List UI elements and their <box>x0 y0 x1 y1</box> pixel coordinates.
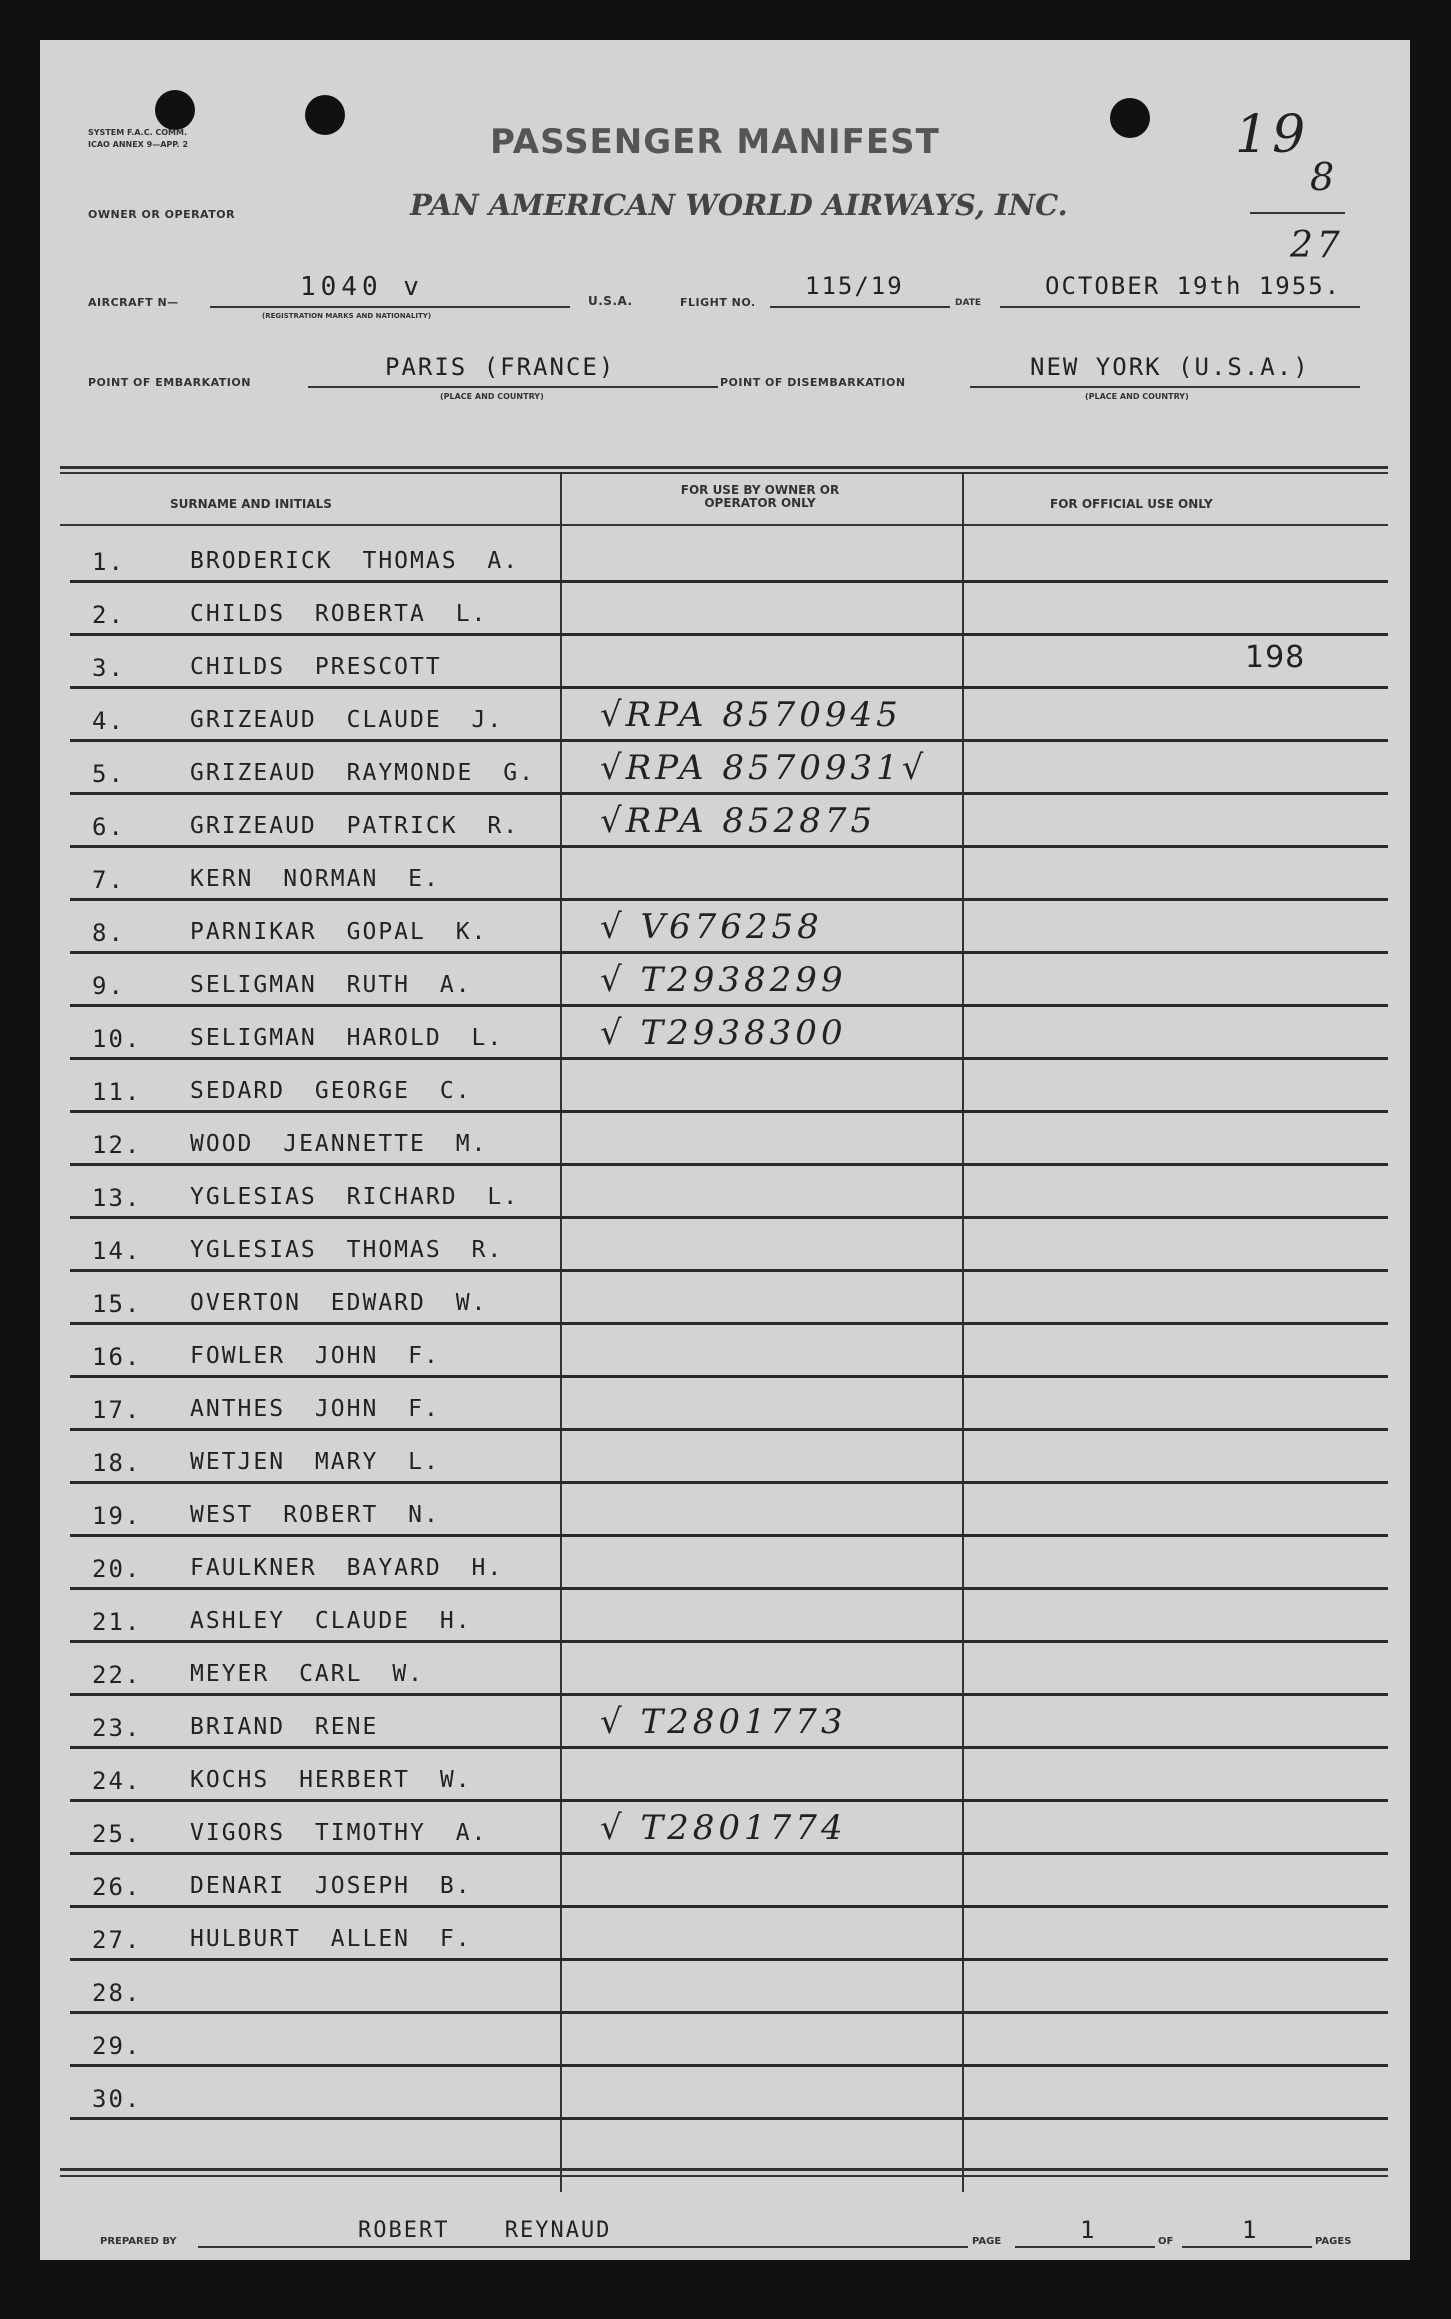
col-header-owner: FOR USE BY OWNER OR OPERATOR ONLY <box>680 483 840 510</box>
passenger-name: KOCHS HERBERT W. <box>190 1767 472 1793</box>
row-number: 29. <box>92 2032 142 2060</box>
registration-caption: (REGISTRATION MARKS AND NATIONALITY) <box>262 312 432 320</box>
row-rule <box>70 951 1388 954</box>
passport-note: √ V676258 <box>600 907 823 947</box>
row-rule <box>70 1905 1388 1908</box>
passenger-name: FAULKNER BAYARD H. <box>190 1555 504 1581</box>
row-number: 28. <box>92 1979 142 2007</box>
row-rule <box>70 1799 1388 1802</box>
of-value: 1 <box>1242 2216 1259 2244</box>
punch-hole <box>155 90 195 130</box>
pages-label: PAGES <box>1315 2236 1352 2247</box>
passenger-name: WOOD JEANNETTE M. <box>190 1131 488 1157</box>
disembark-label: POINT OF DISEMBARKATION <box>720 376 906 389</box>
row-number: 19. <box>92 1502 142 1530</box>
row-number: 1. <box>92 548 125 576</box>
flight-label: FLIGHT NO. <box>680 296 756 309</box>
row-number: 15. <box>92 1290 142 1318</box>
row-rule <box>70 633 1388 636</box>
official-note: 198 <box>1245 640 1306 675</box>
passenger-name: SEDARD GEORGE C. <box>190 1078 472 1104</box>
row-rule <box>70 1534 1388 1537</box>
date-value: OCTOBER 19th 1955. <box>1045 272 1342 300</box>
row-rule <box>70 1322 1388 1325</box>
page-label: PAGE <box>972 2236 1002 2247</box>
row-rule <box>70 1110 1388 1113</box>
passport-note: √RPA 852875 <box>600 801 877 841</box>
passenger-name: CHILDS ROBERTA L. <box>190 601 488 627</box>
row-number: 8. <box>92 919 125 947</box>
row-number: 17. <box>92 1396 142 1424</box>
passenger-name: GRIZEAUD PATRICK R. <box>190 813 520 839</box>
passenger-name: ASHLEY CLAUDE H. <box>190 1608 472 1634</box>
row-number: 4. <box>92 707 125 735</box>
passenger-name: WETJEN MARY L. <box>190 1449 440 1475</box>
passport-note: √ T2801774 <box>600 1808 847 1848</box>
passenger-name: FOWLER JOHN F. <box>190 1343 440 1369</box>
row-rule <box>70 1216 1388 1219</box>
prepared-label: PREPARED BY <box>100 2236 177 2247</box>
row-rule <box>70 1852 1388 1855</box>
row-number: 22. <box>92 1661 142 1689</box>
row-rule <box>70 792 1388 795</box>
manifest-page <box>40 40 1410 2260</box>
of-label: OF <box>1158 2236 1174 2247</box>
row-rule <box>70 1481 1388 1484</box>
passport-note: √RPA 8570931√ <box>600 748 928 788</box>
row-number: 13. <box>92 1184 142 1212</box>
row-rule <box>70 1746 1388 1749</box>
row-rule <box>70 845 1388 848</box>
row-rule <box>70 1375 1388 1378</box>
passenger-name: HULBURT ALLEN F. <box>190 1926 472 1952</box>
row-number: 14. <box>92 1237 142 1265</box>
row-number: 21. <box>92 1608 142 1636</box>
corner-note: 8 <box>1310 155 1339 199</box>
row-rule <box>70 739 1388 742</box>
row-number: 5. <box>92 760 125 788</box>
row-rule <box>70 580 1388 583</box>
prepared-value: ROBERT REYNAUD <box>358 2218 612 2243</box>
row-number: 30. <box>92 2085 142 2113</box>
row-rule <box>70 2064 1388 2067</box>
usa-label: U.S.A. <box>588 294 633 308</box>
passenger-name: YGLESIAS RICHARD L. <box>190 1184 520 1210</box>
row-number: 11. <box>92 1078 142 1106</box>
passenger-name: KERN NORMAN E. <box>190 866 440 892</box>
passenger-name: GRIZEAUD CLAUDE J. <box>190 707 504 733</box>
row-number: 16. <box>92 1343 142 1371</box>
passenger-name: PARNIKAR GOPAL K. <box>190 919 488 945</box>
page-title: PASSENGER MANIFEST <box>490 122 940 162</box>
row-rule <box>70 898 1388 901</box>
passenger-name: SELIGMAN RUTH A. <box>190 972 472 998</box>
row-number: 25. <box>92 1820 142 1848</box>
passenger-name: MEYER CARL W. <box>190 1661 425 1687</box>
passport-note: √RPA 8570945 <box>600 695 902 735</box>
row-rule <box>70 1693 1388 1696</box>
row-number: 18. <box>92 1449 142 1477</box>
owner-label: OWNER OR OPERATOR <box>88 208 236 221</box>
passenger-name: CHILDS PRESCOTT <box>190 654 442 680</box>
row-number: 20. <box>92 1555 142 1583</box>
corner-note: 27 <box>1290 225 1344 266</box>
row-number: 2. <box>92 601 125 629</box>
page-value: 1 <box>1080 2216 1097 2244</box>
row-number: 26. <box>92 1873 142 1901</box>
row-number: 10. <box>92 1025 142 1053</box>
row-rule <box>70 1428 1388 1431</box>
row-number: 3. <box>92 654 125 682</box>
row-rule <box>70 1057 1388 1060</box>
row-rule <box>70 1587 1388 1590</box>
passenger-name: BRIAND RENE <box>190 1714 379 1740</box>
row-number: 23. <box>92 1714 142 1742</box>
corner-note: 19 <box>1235 105 1310 165</box>
row-rule <box>70 1640 1388 1643</box>
airline-name: PAN AMERICAN WORLD AIRWAYS, INC. <box>410 188 1068 222</box>
passenger-name: YGLESIAS THOMAS R. <box>190 1237 504 1263</box>
row-rule <box>70 2117 1388 2120</box>
flight-value: 115/19 <box>805 272 904 300</box>
passenger-name: DENARI JOSEPH B. <box>190 1873 472 1899</box>
punch-hole <box>1110 98 1150 138</box>
embark-label: POINT OF EMBARKATION <box>88 376 251 389</box>
aircraft-label: AIRCRAFT N— <box>88 296 179 309</box>
passenger-name: VIGORS TIMOTHY A. <box>190 1820 488 1846</box>
passenger-name: ANTHES JOHN F. <box>190 1396 440 1422</box>
embark-caption: (PLACE AND COUNTRY) <box>440 392 544 401</box>
row-number: 12. <box>92 1131 142 1159</box>
row-rule <box>70 1269 1388 1272</box>
row-number: 24. <box>92 1767 142 1795</box>
row-rule <box>70 1004 1388 1007</box>
passport-note: √ T2938299 <box>600 960 847 1000</box>
row-number: 7. <box>92 866 125 894</box>
passenger-name: SELIGMAN HAROLD L. <box>190 1025 504 1051</box>
annex-code: ICAO ANNEX 9—APP. 2 <box>88 140 189 149</box>
row-rule <box>70 1163 1388 1166</box>
col-header-names: SURNAME AND INITIALS <box>170 497 332 511</box>
system-code: SYSTEM F.A.C. COMM. <box>88 128 188 137</box>
row-rule <box>70 686 1388 689</box>
embark-value: PARIS (FRANCE) <box>385 353 616 381</box>
row-number: 6. <box>92 813 125 841</box>
row-number: 27. <box>92 1926 142 1954</box>
col-header-official: FOR OFFICIAL USE ONLY <box>1050 497 1213 511</box>
row-rule <box>70 1958 1388 1961</box>
row-rule <box>70 2011 1388 2014</box>
disembark-caption: (PLACE AND COUNTRY) <box>1085 392 1189 401</box>
punch-hole <box>305 95 345 135</box>
passenger-name: GRIZEAUD RAYMONDE G. <box>190 760 535 786</box>
passenger-name: BRODERICK THOMAS A. <box>190 548 520 574</box>
passport-note: √ T2938300 <box>600 1013 847 1053</box>
passenger-name: OVERTON EDWARD W. <box>190 1290 488 1316</box>
disembark-value: NEW YORK (U.S.A.) <box>1030 353 1310 381</box>
passenger-name: WEST ROBERT N. <box>190 1502 440 1528</box>
aircraft-value: 1040 v <box>300 272 424 302</box>
date-label: DATE <box>955 298 982 308</box>
row-number: 9. <box>92 972 125 1000</box>
passport-note: √ T2801773 <box>600 1702 847 1742</box>
